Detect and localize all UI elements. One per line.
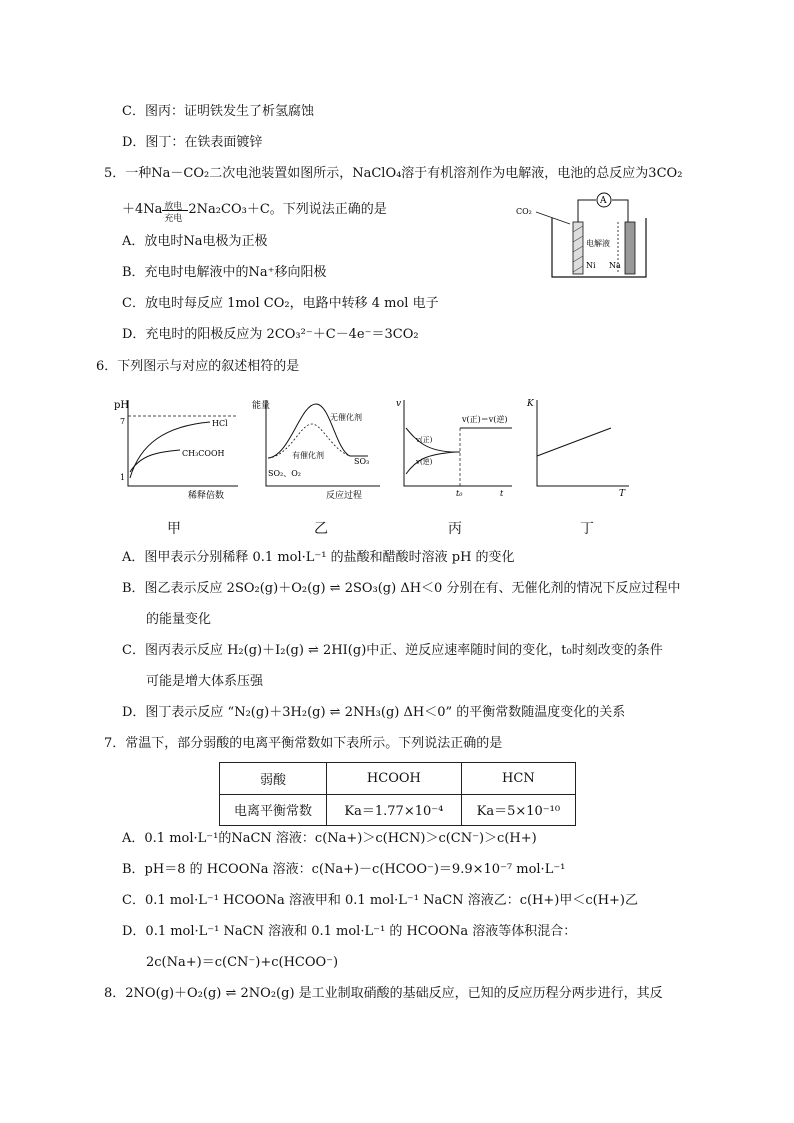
co2-arrow	[536, 212, 570, 224]
q7-option-c: C．0.1 mol·L⁻¹ HCOONa 溶液甲和 0.1 mol·L⁻¹ NaCN 溶液乙：c(H+)甲＜c(H+)乙	[122, 893, 639, 908]
q5-option-b: B．充电时电解液中的Na⁺移向阳极	[122, 265, 327, 280]
caption-yi: 乙	[314, 521, 328, 537]
ammeter-label: A	[600, 196, 607, 206]
q6-option-d: D．图丁表示反应 “N₂(g)＋3H₂(g) ⇌ 2NH₃(g) ΔH＜0” 的平衡常数随温度变化的关系	[122, 705, 626, 720]
table-cell: Ka＝5×10⁻¹⁰	[461, 794, 575, 826]
reaction-arrow	[162, 201, 188, 224]
battery-diagram	[512, 188, 658, 280]
table-cell: 电离平衡常数	[220, 794, 327, 826]
graph-ding	[525, 394, 635, 502]
table-header: HCOOH	[327, 763, 462, 795]
q6-option-c-line2: 可能是增大体系压强	[146, 674, 264, 689]
na-electrode	[625, 222, 635, 274]
na-label: Na	[609, 261, 621, 270]
axes	[128, 400, 238, 486]
ni-electrode	[573, 222, 583, 274]
table-header: 弱酸	[220, 763, 327, 795]
q6-option-b-line2: 的能量变化	[146, 612, 212, 627]
tick-7: 7	[120, 417, 126, 426]
graph-bing	[390, 394, 520, 502]
q5-option-a: A．放电时Na电极为正极	[122, 234, 268, 249]
question-5-stem-line2	[122, 201, 387, 224]
t0-label: t₀	[456, 489, 463, 498]
q7-option-d-line2: 2c(Na+)＝c(CN⁻)+c(HCOO⁻)	[146, 955, 339, 970]
eq-label: v(正)＝v(逆)	[462, 415, 508, 424]
co2-label: CO₂	[516, 207, 532, 216]
xlabel: 稀释倍数	[188, 491, 225, 501]
graph-yi	[250, 394, 385, 502]
arrow-label-charge: 充电	[164, 214, 183, 224]
ylabel: pH	[114, 400, 130, 411]
ch3cooh-label: CH₃COOH	[182, 449, 225, 458]
question-7-stem: 7．常温下，部分弱酸的电离平衡常数如下表所示。下列说法正确的是	[104, 736, 503, 751]
q7-option-d-line1: D．0.1 mol·L⁻¹ NaCN 溶液和 0.1 mol·L⁻¹ 的 HCOONa 溶液等体积混合：	[122, 924, 577, 939]
xlabel: 反应过程	[326, 491, 363, 501]
q5-option-c: C．放电时每反应 1mol CO₂，电路中转移 4 mol 电子	[122, 296, 439, 311]
graph-jia	[110, 394, 250, 502]
cat-label: 有催化剂	[292, 451, 324, 460]
caption-bing: 丙	[448, 521, 462, 537]
vn-label: v(逆)	[416, 458, 433, 466]
ionization-constant-table	[219, 762, 576, 826]
table-cell: Ka＝1.77×10⁻⁴	[327, 794, 462, 826]
axes	[537, 400, 629, 486]
q7-option-b: B．pH＝8 的 HCOONa 溶液：c(Na+)－c(HCOO⁻)＝9.9×10⁻⁷ mol·L⁻¹	[122, 862, 566, 877]
line-d-ding: D．图丁：在铁表面镀锌	[122, 135, 263, 150]
ylabel: K	[527, 399, 534, 409]
t-label: t	[500, 489, 504, 498]
tick-1: 1	[120, 473, 126, 482]
table-row	[220, 794, 576, 826]
caption-ding: 丁	[580, 521, 594, 537]
arrow-label-discharge: 放电	[164, 202, 183, 212]
q6-option-c-line1: C．图丙表示反应 H₂(g)＋I₂(g) ⇌ 2HI(g)中正、逆反应速率随时间的变化，t₀时刻改变的条件	[122, 643, 663, 658]
q5-option-d: D．充电时的阳极反应为 2CO₃²⁻＋C－4e⁻＝3CO₂	[122, 327, 419, 342]
xlabel: T	[619, 489, 626, 499]
question-5-stem: 5．一种Na－CO₂二次电池装置如图所示，NaClO₄溶于有机溶剂作为电解液，电池的总反应为3CO₂	[104, 166, 683, 181]
reactants-label: SO₂、O₂	[268, 469, 302, 478]
q5-reactant: ＋4Na	[122, 202, 163, 217]
q7-option-a: A．0.1 mol·L⁻¹的NaCN 溶液：c(Na+)＞c(HCN)＞c(CN⁻)＞c(H+)	[122, 831, 537, 846]
line-c-bing: C．图丙：证明铁发生了析氢腐蚀	[122, 104, 314, 119]
k-line	[537, 428, 611, 456]
no-cat-label: 无催化剂	[330, 413, 362, 422]
table-header: HCN	[461, 763, 575, 795]
ylabel: v	[396, 399, 402, 409]
q6-option-a: A．图甲表示分别稀释 0.1 mol·L⁻¹ 的盐酸和醋酸时溶液 pH 的变化	[122, 550, 515, 565]
q6-option-b-line1: B．图乙表示反应 2SO₂(g)＋O₂(g) ⇌ 2SO₃(g) ΔH＜0 分别在有、无催化剂的情况下反应过程中	[122, 581, 681, 596]
product-label: SO₃	[354, 457, 370, 466]
caption-jia: 甲	[167, 521, 181, 537]
electrolyte-label: 电解液	[586, 239, 610, 248]
question-8-stem: 8．2NO(g)＋O₂(g) ⇌ 2NO₂(g) 是工业制取硝酸的基础反应，已知的反应历程分两步进行，其反	[104, 986, 663, 1001]
ni-label: Ni	[586, 261, 596, 270]
ylabel: 能量	[252, 401, 271, 411]
question-6-stem: 6．下列图示与对应的叙述相符的是	[96, 359, 300, 374]
q5-product: 2Na₂CO₃＋C。下列说法正确的是	[188, 202, 387, 217]
hcl-label: HCl	[212, 419, 228, 428]
vz-label: v(正)	[416, 436, 433, 444]
table-row	[220, 763, 576, 795]
